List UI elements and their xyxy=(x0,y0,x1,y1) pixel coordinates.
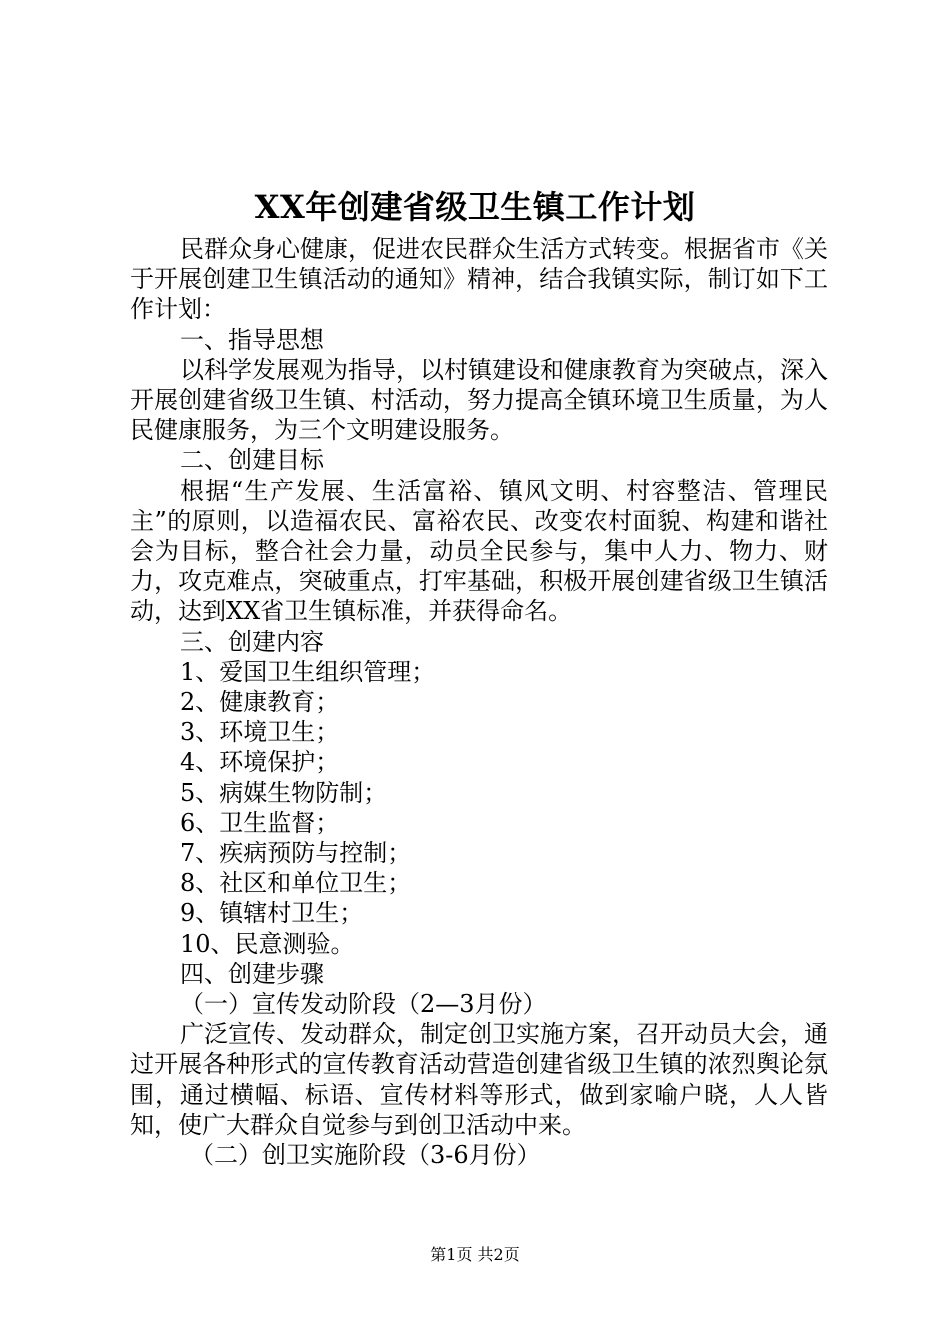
list-item: 1、爱国卫生组织管理； xyxy=(180,657,436,686)
list-item: 9、镇辖村卫生； xyxy=(180,899,364,928)
paragraph-publicity: 广泛宣传、发动群众，制定创卫实施方案，召开动员大会，通过开展各种形式的宣传教育活动营造创建省级卫生镇的浓烈舆论氛围，通过横幅、标语、宣传材料等形式，做到家喻户晓，人人皆知，使广大群众自觉参与到创卫活动中来。 xyxy=(130,1020,828,1139)
section-heading-content: 三、创建内容 xyxy=(180,627,324,656)
list-item: 10、民意测验。 xyxy=(180,929,355,958)
section-heading-steps: 四、创建步骤 xyxy=(180,959,324,988)
list-item: 5、病媒生物防制； xyxy=(180,778,388,807)
subsection-heading-implementation: （二）创卫实施阶段（3-6月份） xyxy=(190,1141,541,1170)
list-item: 8、社区和单位卫生； xyxy=(180,869,412,898)
paragraph-guiding-ideology: 以科学发展观为指导，以村镇建设和健康教育为突破点，深入开展创建省级卫生镇、村活动，努力提高全镇环境卫生质量，为人民健康服务，为三个文明建设服务。 xyxy=(130,355,828,445)
list-item: 6、卫生监督； xyxy=(180,808,340,837)
paragraph-goals: 根据“生产发展、生活富裕、镇风文明、村容整洁、管理民主”的原则，以造福农民、富裕农民、改变农村面貌、构建和谐社会为目标，整合社会力量，动员全民参与，集中人力、物力、财力，攻克难点，突破重点，打牢基础，积极开展创建省级卫生镇活动，达到XX省卫生镇标准，并获得命名。 xyxy=(130,476,828,626)
subsection-heading-publicity: （一）宣传发动阶段（2—3月份） xyxy=(180,990,547,1019)
page-number: 第1页 共2页 xyxy=(430,1245,520,1264)
list-item: 7、疾病预防与控制； xyxy=(180,839,412,868)
list-item: 4、环境保护； xyxy=(180,748,340,777)
section-heading-goals: 二、创建目标 xyxy=(180,446,324,475)
section-heading-guiding-ideology: 一、指导思想 xyxy=(180,325,324,354)
document-title: XX年创建省级卫生镇工作计划 xyxy=(254,188,696,226)
list-item: 2、健康教育； xyxy=(180,688,340,717)
paragraph-intro: 民群众身心健康，促进农民群众生活方式转变。根据省市《关于开展创建卫生镇活动的通知》精神，结合我镇实际，制订如下工作计划： xyxy=(130,235,828,324)
list-item: 3、环境卫生； xyxy=(180,718,340,747)
document-body xyxy=(130,234,828,1170)
